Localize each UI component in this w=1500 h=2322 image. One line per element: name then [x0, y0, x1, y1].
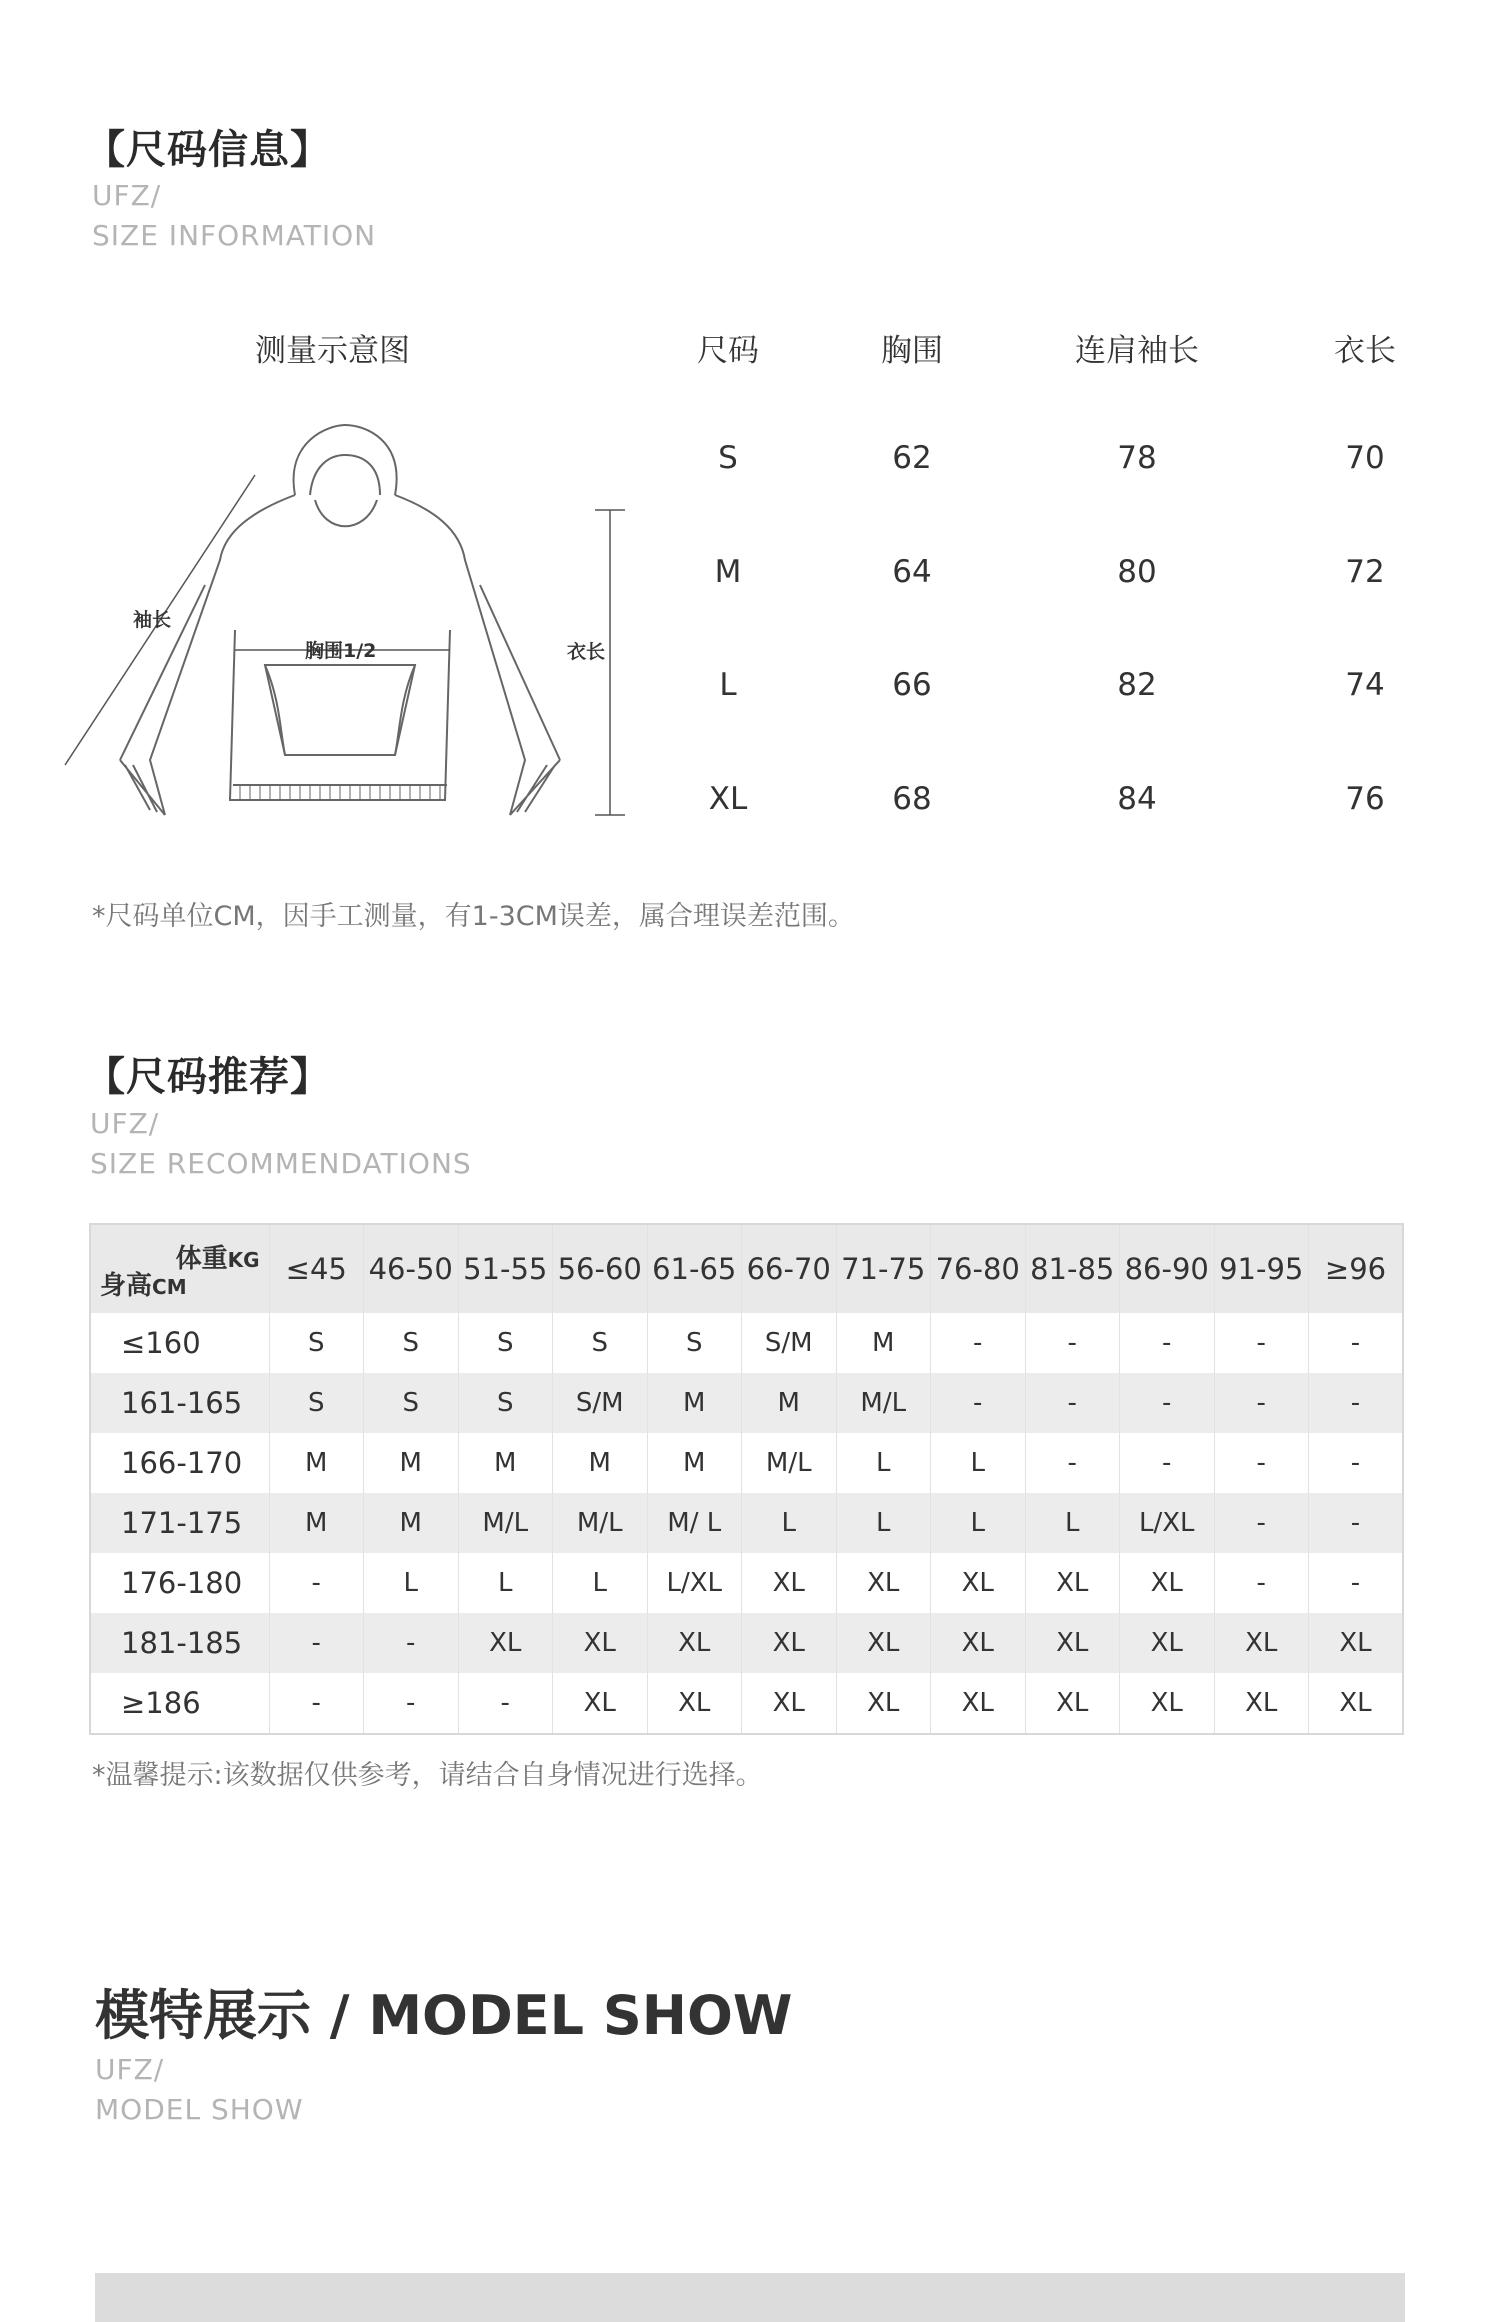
rec-size-cell: - [1214, 1373, 1309, 1433]
rec-size-cell: - [1120, 1373, 1215, 1433]
model-show-title: 模特展示 / MODEL SHOW [95, 1984, 793, 2047]
rec-height-cell: ≤160 [90, 1313, 269, 1373]
rec-size-cell: L [931, 1433, 1026, 1493]
size-info-title: 【尺码信息】 [85, 127, 331, 173]
weight-header: 46-50 [364, 1224, 459, 1313]
weight-header: 61-65 [647, 1224, 742, 1313]
rec-size-cell: XL [1214, 1673, 1309, 1734]
weight-header: 71-75 [836, 1224, 931, 1313]
rec-table-body [90, 1313, 1403, 1734]
rec-size-cell: XL [1120, 1553, 1215, 1613]
rec-size-cell: M/L [458, 1493, 553, 1553]
weight-header: 86-90 [1120, 1224, 1215, 1313]
rec-size-cell: L [458, 1553, 553, 1613]
rec-size-cell: XL [742, 1673, 837, 1734]
rec-size-cell: - [1309, 1373, 1404, 1433]
diagram-label-length: 衣长 [567, 641, 606, 663]
rec-size-cell: - [1309, 1553, 1404, 1613]
size-rec-title: 【尺码推荐】 [85, 1054, 331, 1100]
rec-size-cell: XL [553, 1613, 648, 1673]
size-rec-sub-english: SIZE RECOMMENDATIONS [90, 1147, 472, 1180]
rec-row [90, 1673, 1403, 1734]
rec-size-cell: XL [931, 1553, 1026, 1613]
rec-size-cell: S [364, 1373, 459, 1433]
size-cell: 62 [892, 440, 932, 476]
rec-size-cell: - [1309, 1493, 1404, 1553]
rec-size-cell: - [269, 1673, 364, 1734]
rec-size-cell: L [836, 1433, 931, 1493]
rec-size-cell: - [1309, 1433, 1404, 1493]
corner-height-label [100, 1265, 187, 1302]
size-cell: M [714, 554, 742, 590]
rec-size-cell: - [269, 1613, 364, 1673]
rec-height-cell: 176-180 [90, 1553, 269, 1613]
rec-size-cell: - [458, 1673, 553, 1734]
rec-size-cell: M/L [742, 1433, 837, 1493]
size-rec-sub-brand: UFZ/ [90, 1107, 160, 1140]
rec-row [90, 1373, 1403, 1433]
rec-size-cell: - [1214, 1493, 1309, 1553]
rec-size-cell: - [1309, 1313, 1404, 1373]
size-cell: 76 [1345, 781, 1385, 817]
size-cell: 84 [1117, 781, 1157, 817]
size-cell: 70 [1345, 440, 1385, 476]
rec-size-cell: XL [931, 1613, 1026, 1673]
rec-size-cell: L [742, 1493, 837, 1553]
model-show-sub-brand: UFZ/ [95, 2053, 165, 2086]
rec-size-cell: M [364, 1493, 459, 1553]
weight-header: 81-85 [1025, 1224, 1120, 1313]
size-cell: 72 [1345, 554, 1385, 590]
size-info-sub-brand: UFZ/ [92, 179, 162, 212]
rec-row [90, 1493, 1403, 1553]
size-cell: XL [708, 781, 748, 817]
rec-size-cell: M [647, 1373, 742, 1433]
hoodie-pocket [265, 665, 415, 755]
rec-size-cell: S [269, 1313, 364, 1373]
corner-weight-label [176, 1238, 260, 1275]
rec-size-cell: M [836, 1313, 931, 1373]
rec-size-cell: L/XL [1120, 1493, 1215, 1553]
rec-size-cell: XL [1025, 1613, 1120, 1673]
rec-size-cell: S [364, 1313, 459, 1373]
rec-height-cell: 161-165 [90, 1373, 269, 1433]
rec-size-cell: S [269, 1373, 364, 1433]
rec-size-cell: S [553, 1313, 648, 1373]
rec-size-cell: XL [647, 1673, 742, 1734]
rec-height-cell: 171-175 [90, 1493, 269, 1553]
corner-weight-unit: KG [227, 1248, 260, 1272]
rec-size-cell: XL [458, 1613, 553, 1673]
rec-size-cell: XL [836, 1553, 931, 1613]
rec-size-cell: - [1214, 1433, 1309, 1493]
rec-size-cell: L [1025, 1493, 1120, 1553]
rec-size-cell: L [836, 1493, 931, 1553]
size-cell: 74 [1345, 667, 1385, 703]
rec-size-cell: XL [836, 1613, 931, 1673]
rec-size-cell: M/L [836, 1373, 931, 1433]
size-cell: 78 [1117, 440, 1157, 476]
size-cell: 66 [892, 667, 932, 703]
rec-size-cell: M [458, 1433, 553, 1493]
rec-size-cell: - [1120, 1313, 1215, 1373]
weight-header: ≥96 [1309, 1224, 1404, 1313]
rec-size-cell: M/L [553, 1493, 648, 1553]
rec-row [90, 1433, 1403, 1493]
rec-size-cell: XL [931, 1673, 1026, 1734]
weight-header: 51-55 [458, 1224, 553, 1313]
rec-size-cell: XL [1025, 1553, 1120, 1613]
size-col-header-size: 尺码 [697, 333, 759, 369]
rec-size-cell: - [1025, 1373, 1120, 1433]
rec-size-cell: L/XL [647, 1553, 742, 1613]
size-recommendation-table [89, 1223, 1404, 1735]
weight-header: 66-70 [742, 1224, 837, 1313]
rec-size-cell: L [931, 1493, 1026, 1553]
rec-size-cell: M/ L [647, 1493, 742, 1553]
rec-size-cell: XL [1120, 1673, 1215, 1734]
rec-size-cell: - [1214, 1553, 1309, 1613]
rec-size-cell: - [1025, 1433, 1120, 1493]
corner-height-unit: CM [152, 1275, 187, 1299]
rec-size-cell: S [647, 1313, 742, 1373]
size-info-sub-english: SIZE INFORMATION [92, 219, 377, 252]
rec-size-cell: XL [1214, 1613, 1309, 1673]
rec-size-cell: M [269, 1433, 364, 1493]
rec-size-cell: S [458, 1313, 553, 1373]
rec-size-cell: XL [742, 1613, 837, 1673]
diagram-label-sleeve: 袖长 [133, 609, 172, 631]
rec-size-cell: - [931, 1373, 1026, 1433]
diagram-label-chest: 胸围1/2 [305, 640, 377, 662]
rec-size-cell: XL [1309, 1613, 1404, 1673]
rec-size-cell: XL [553, 1673, 648, 1734]
size-col-header-chest: 胸围 [881, 333, 943, 369]
size-rec-note: *温馨提示:该数据仅供参考，请结合自身情况进行选择。 [92, 1760, 763, 1791]
rec-size-cell: - [1214, 1313, 1309, 1373]
hoodie-hood [294, 425, 397, 495]
rec-row [90, 1613, 1403, 1673]
rec-size-cell: - [269, 1553, 364, 1613]
size-info-note: *尺码单位CM，因手工测量，有1-3CM误差，属合理误差范围。 [92, 901, 855, 932]
rec-size-cell: - [1120, 1433, 1215, 1493]
weight-header: 76-80 [931, 1224, 1026, 1313]
rec-size-cell: - [1025, 1313, 1120, 1373]
rec-size-cell: XL [836, 1673, 931, 1734]
weight-header: ≤45 [269, 1224, 364, 1313]
rec-size-cell: M [647, 1433, 742, 1493]
rec-size-cell: XL [1309, 1673, 1404, 1734]
rec-size-cell: - [364, 1613, 459, 1673]
rec-size-cell: XL [742, 1553, 837, 1613]
weight-header: 56-60 [553, 1224, 648, 1313]
rec-size-cell: XL [647, 1613, 742, 1673]
size-col-header-length: 衣长 [1334, 333, 1396, 369]
rec-size-cell: M [364, 1433, 459, 1493]
rec-size-cell: S/M [742, 1313, 837, 1373]
rec-size-cell: M [269, 1493, 364, 1553]
rec-corner-cell [90, 1224, 269, 1313]
size-cell: 64 [892, 554, 932, 590]
size-col-header-sleeve: 连肩袖长 [1075, 333, 1199, 369]
rec-header-row [90, 1224, 1403, 1313]
rec-height-cell: ≥186 [90, 1673, 269, 1734]
rec-size-cell: M [742, 1373, 837, 1433]
rec-row [90, 1313, 1403, 1373]
rec-size-cell: S/M [553, 1373, 648, 1433]
diagram-title: 测量示意图 [255, 333, 410, 369]
rec-height-cell: 166-170 [90, 1433, 269, 1493]
size-cell: 68 [892, 781, 932, 817]
size-cell: L [719, 667, 737, 703]
size-cell: S [718, 440, 738, 476]
rec-size-cell: XL [1025, 1673, 1120, 1734]
rec-size-cell: M [553, 1433, 648, 1493]
model-photo-placeholder [95, 2273, 1405, 2322]
model-show-sub-english: MODEL SHOW [95, 2093, 304, 2126]
corner-weight-text: 体重 [175, 1244, 228, 1274]
corner-height-text: 身高 [100, 1271, 153, 1301]
rec-size-cell: XL [1120, 1613, 1215, 1673]
size-cell: 82 [1117, 667, 1157, 703]
rec-size-cell: S [458, 1373, 553, 1433]
rec-size-cell: - [364, 1673, 459, 1734]
rec-row [90, 1553, 1403, 1613]
rec-size-cell: L [553, 1553, 648, 1613]
rec-size-cell: L [364, 1553, 459, 1613]
rec-height-cell: 181-185 [90, 1613, 269, 1673]
rec-size-cell: - [931, 1313, 1026, 1373]
size-cell: 80 [1117, 554, 1157, 590]
weight-header: 91-95 [1214, 1224, 1309, 1313]
